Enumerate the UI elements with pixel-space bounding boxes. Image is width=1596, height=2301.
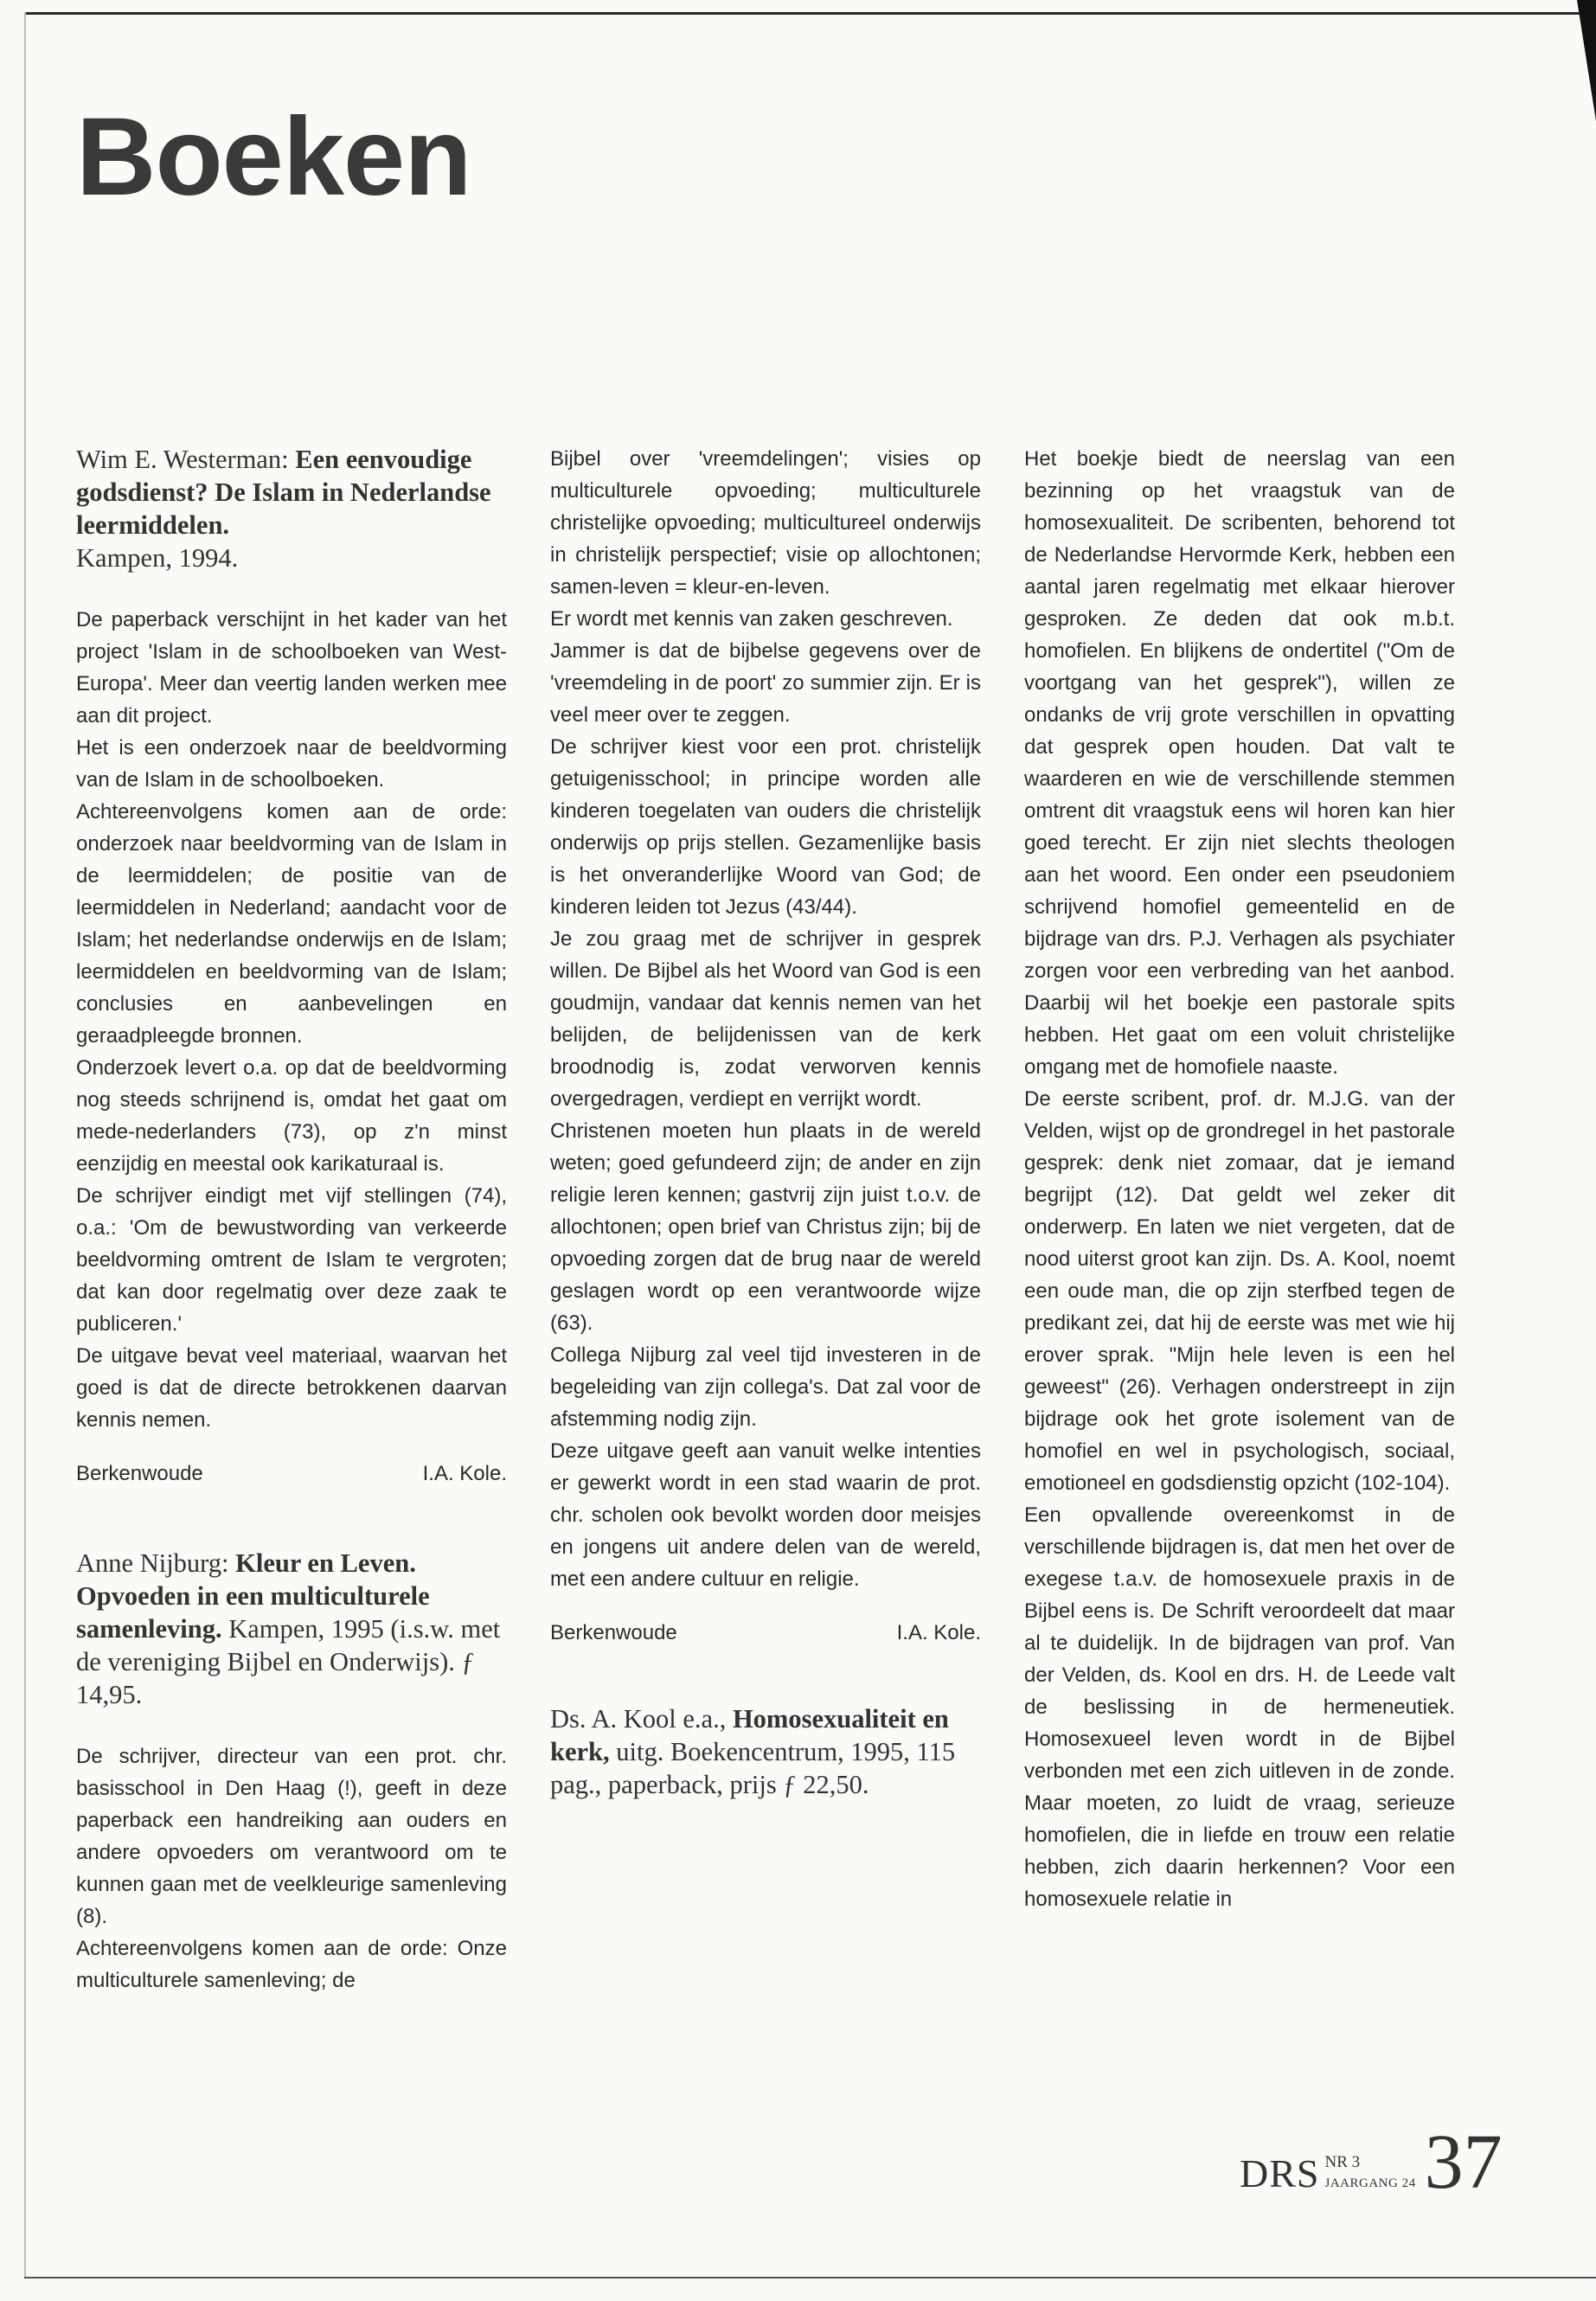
volume-label: JAARGANG 24: [1324, 2176, 1416, 2190]
page-bottom-rule: [24, 2277, 1596, 2279]
review-1-book-title: Een eenvoudige godsdienst? De Islam in Nederlandse leermiddelen.: [76, 445, 491, 540]
review-3-paragraph: Een opvallende overeenkomst in de verschillende bijdragen is, dat men het over de exegese t.a.v. de homosexuele praxis in de Bijbel eens is. De Schrift veroordeelt dat maar al te duidelijk. In de bijdragen van prof. Van der Velden, ds. Kool en drs. H. de Leede valt de beslissing in de hermeneutiek. Homosexueel leven wordt in de Bijbel verbonden met een zich uitleven in de zonde. Maar moeten, zo luidt de vraag, serieuze homofielen, die in liefde en trouw een relatie hebben, zich daarin herkennen? Voor een homosexuele relatie in: [1024, 1503, 1455, 1911]
review-1-heading: [76, 443, 507, 574]
column-3: [1024, 443, 1455, 1915]
review-2-paragraph: Bijbel over 'vreemdelingen'; visies op multiculturele opvoeding; multiculturele christelijke opvoeding; multicultureel onderwijs in christelijk perspectief; visie op allochtonen; samen-leven = kleur-en-leven.: [550, 447, 981, 599]
review-2-heading: [76, 1547, 507, 1711]
review-3-heading: [550, 1702, 981, 1801]
review-3-body: [1024, 443, 1455, 1915]
review-2-book-title: Kleur en Leven. Opvoeden in een multiculturele samenleving.: [76, 1548, 430, 1644]
review-2-paragraph: Achtereenvolgens komen aan de orde: Onze multiculturele samenleving; de: [76, 1937, 507, 1992]
review-3-author: Ds. A. Kool e.a.,: [550, 1704, 733, 1734]
magazine-name: DRS: [1240, 2151, 1320, 2195]
review-1-paragraph: De schrijver eindigt met vijf stellingen (74), o.a.: 'Om de bewustwording van verkeerde beeldvorming omtrent de Islam te vergroten; dat kan door regelmatig over deze zaak te publiceren.': [76, 1184, 507, 1336]
column-2: [550, 443, 981, 1804]
review-3-paragraph: De eerste scribent, prof. dr. M.J.G. van der Velden, wijst op de grondregel in het pastorale gesprek: denk niet zomaar, dat je iemand begrijpt (12). Dat geldt wel zeker dit onderwerp. En laten we niet vergeten, dat de nood uiterst groot kan zijn. Ds. A. Kool, noemt een oude man, die op zijn sterfbed tegen de predikant zei, dat hij de eerste was met wie hij erover sprak. "Mijn hele leven is een hel geweest" (26). Verhagen onderstreept in zijn bijdrage ook het grote isolement van de homofiel en wel in psychologisch, sociaal, emotioneel en godsdienstig opzicht (102-104).: [1024, 1087, 1455, 1495]
review-2-paragraph: Deze uitgave geeft aan vanuit welke intenties er gewerkt wordt in een stad waarin de prot. chr. scholen ook bevolkt worden door meisjes en jongens uit andere delen van de wereld, met een andere cultuur en religie.: [550, 1439, 981, 1591]
page-left-edge: [24, 12, 26, 2279]
review-2-paragraph: De schrijver kiest voor een prot. christelijk getuigenisschool; in principe worden alle kinderen toegelaten van ouders die christelijk onderwijs op prijs stellen. Gezamenlijke basis is het onveranderlijke Woord van God; de kinderen leiden tot Jezus (43/44).: [550, 735, 981, 919]
review-3-publication: uitg. Boekencentrum, 1995, 115 pag., paperback, prijs ƒ 22,50.: [550, 1737, 956, 1799]
review-1-body: [76, 604, 507, 1436]
review-2-paragraph: Jammer is dat de bijbelse gegevens over de 'vreemdeling in de poort' zo summier zijn. Er is veel meer over te zeggen.: [550, 639, 981, 727]
review-2-signature: [550, 1621, 981, 1645]
review-2-body-part-1: [76, 1740, 507, 1997]
review-1-paragraph: Het is een onderzoek naar de beeldvorming van de Islam in de schoolboeken.: [76, 736, 507, 792]
page-title: Boeken: [76, 95, 471, 219]
review-3-paragraph: Het boekje biedt de neerslag van een bezinning op het vraagstuk van de homosexualiteit. De scribenten, behorend tot de Nederlandse Hervormde Kerk, hebben een aantal jaren regelmatig met elkaar hierover gesproken. Ze deden dat ook m.b.t. homofielen. En blijkens de ondertitel ("Om de voortgang van het gesprek"), willen ze ondanks de vrij grote verschillen in opvatting dat gesprek open houden. Dat valt te waarderen en wie de verschillende stemmen omtrent dit vraagstuk eens wil horen kan hier goed terecht. Er zijn niet slechts theologen aan het woord. Een onder een pseudoniem schrijvend homofiel gemeentelid en de bijdrage van drs. P.J. Verhagen als psychiater zorgen voor een verbreding van het aanbod. Daarbij wil het boekje een pastorale spits hebben. Het gaat om een voluit christelijke omgang met de homofiele naaste.: [1024, 447, 1455, 1079]
review-2-paragraph: Er wordt met kennis van zaken geschreven.: [550, 607, 953, 631]
review-2-paragraph: Collega Nijburg zal veel tijd investeren in de begeleiding van zijn collega's. Dat zal voor de afstemming nodig zijn.: [550, 1343, 981, 1431]
review-2-body-part-2: [550, 443, 981, 1595]
review-1-signature-place: Berkenwoude: [76, 1462, 203, 1485]
review-1-signature-name: I.A. Kole.: [422, 1462, 507, 1485]
review-1-paragraph: Achtereenvolgens komen aan de orde: onderzoek naar beeldvorming van de Islam in de leermiddelen; de positie van de leermiddelen in Nederland; aandacht voor de Islam; het nederlandse onderwijs en de Islam; leermiddelen en beeldvorming van de Islam; conclusies en aanbevelingen en geraadpleegde bronnen.: [76, 800, 507, 1048]
review-1-signature: [76, 1462, 507, 1486]
review-2-publication: Kampen, 1995 (i.s.w. met de vereniging Bijbel en Onderwijs). ƒ 14,95.: [76, 1614, 501, 1709]
page-number: 37: [1424, 2119, 1503, 2205]
review-2-paragraph: Christenen moeten hun plaats in de wereld weten; goed gefundeerd zijn; de ander en zijn religie leren kennen; gastvrij zijn juist t.o.v. de allochtonen; open brief van Christus zijn; bij de opvoeding zorgen dat de brug naar de wereld geslagen wordt op een verantwoorde wijze (63).: [550, 1119, 981, 1335]
review-1-paragraph: De paperback verschijnt in het kader van het project 'Islam in de schoolboeken van West-Europa'. Meer dan veertig landen werken mee aan dit project.: [76, 608, 507, 727]
issue-number: NR 3: [1324, 2153, 1361, 2171]
review-2-paragraph: De schrijver, directeur van een prot. chr. basisschool in Den Haag (!), geeft in deze paperback een handreiking aan ouders en andere opvoeders om verantwoord om te kunnen gaan met de veelkleurige samenleving (8).: [76, 1745, 507, 1928]
page-top-rule: [26, 12, 1583, 15]
page-footer: [1240, 2119, 1503, 2205]
review-2-paragraph: Je zou graag met de schrijver in gesprek willen. De Bijbel als het Woord van God is een goudmijn, vandaar dat kennis nemen van het belijden, de belijdenissen van de kerk broodnodig is, zodat verworven kennis overgedragen, verdiept en verrijkt wordt.: [550, 927, 981, 1111]
review-3-book-title: Homosexualiteit en kerk,: [550, 1704, 949, 1766]
issue-info: [1324, 2154, 1415, 2190]
review-2-author: Anne Nijburg:: [76, 1548, 236, 1578]
review-2-signature-place: Berkenwoude: [550, 1621, 677, 1644]
review-1-paragraph: Onderzoek levert o.a. op dat de beeldvorming nog steeds schrijnend is, omdat het gaat om mede-nederlanders (73), op z'n minst eenzijdig en meestal ook karikaturaal is.: [76, 1056, 507, 1176]
scan-corner-shadow: [1577, 0, 1596, 121]
review-1-publication: Kampen, 1994.: [76, 543, 239, 573]
column-1: [76, 443, 507, 1997]
review-2-signature-name: I.A. Kole.: [896, 1621, 981, 1644]
review-1-author: Wim E. Westerman:: [76, 445, 296, 474]
review-1-paragraph: De uitgave bevat veel materiaal, waarvan het goed is dat de directe betrokkenen daarvan kennis nemen.: [76, 1344, 507, 1432]
